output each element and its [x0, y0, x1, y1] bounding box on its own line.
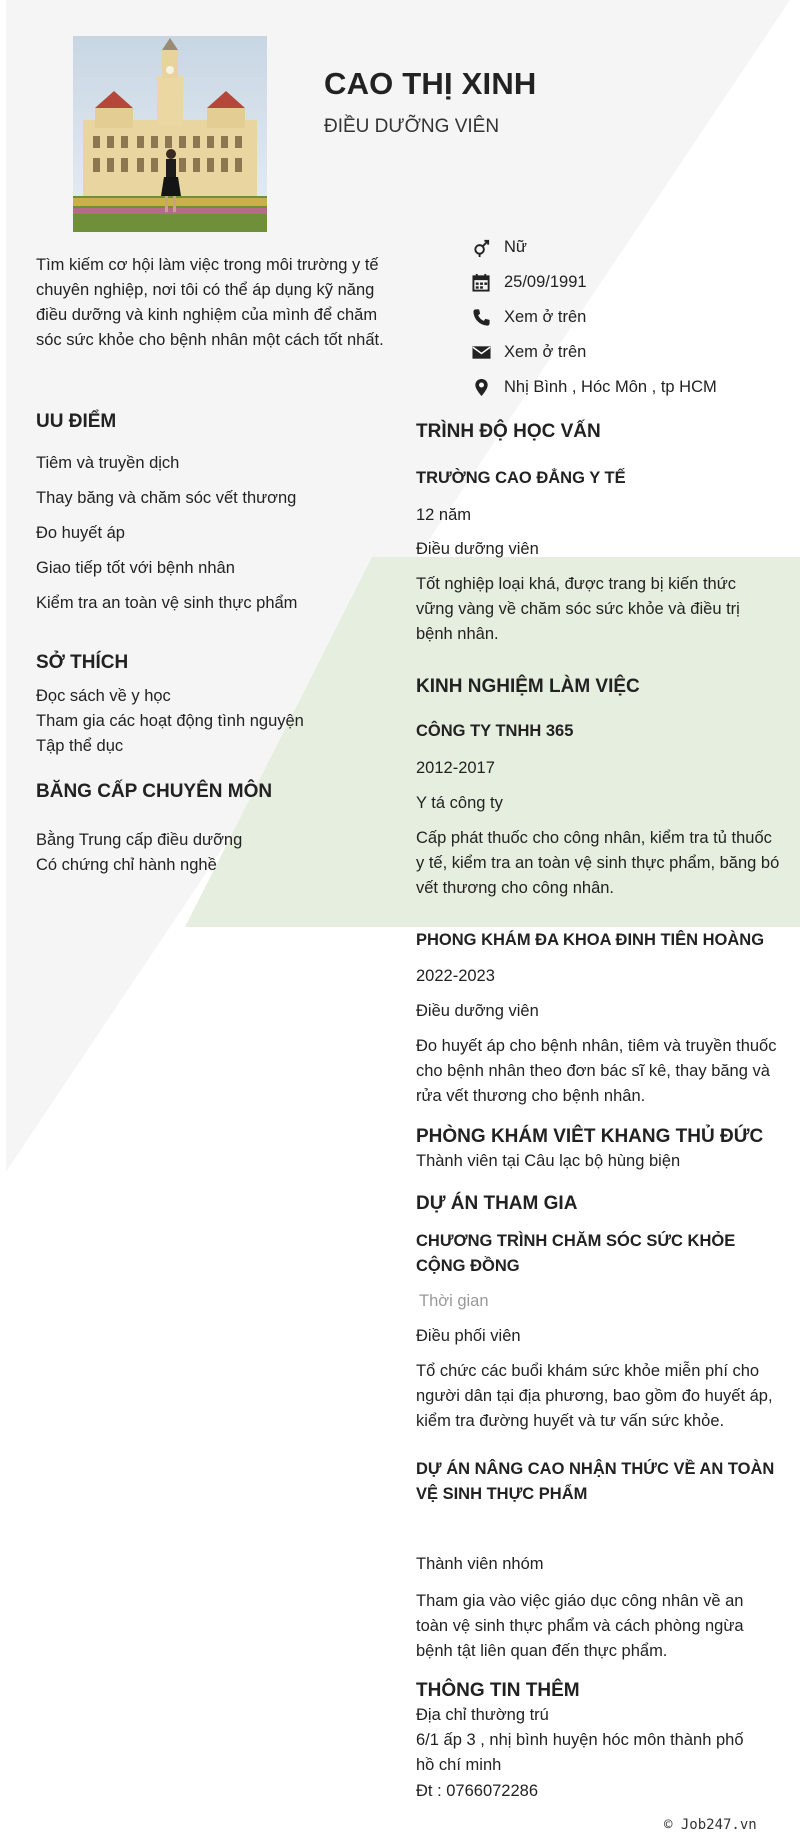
job-company: CÔNG TY TNHH 365: [416, 722, 574, 740]
permanent-address: 6/1 ấp 3 , nhị bình huyện hóc môn thành phố hồ chí minh: [416, 1731, 744, 1774]
education-title: TRÌNH ĐỘ HỌC VẤN: [416, 421, 601, 442]
list-item: Bằng Trung cấp điều dưỡng: [36, 831, 243, 849]
list-item: Đo huyết áp: [36, 524, 125, 542]
projects-title: DỰ ÁN THAM GIA: [416, 1193, 578, 1214]
portrait-photo-icon: [73, 36, 267, 232]
job-position: ĐIỀU DƯỠNG VIÊN: [324, 116, 500, 137]
list-item: Tiêm và truyền dịch: [36, 454, 180, 472]
candidate-name: CAO THỊ XINH: [324, 66, 537, 101]
strengths-list: [36, 451, 396, 626]
additional-title: THÔNG TIN THÊM: [416, 1680, 580, 1701]
project-role: Điều phối viên: [416, 1327, 521, 1345]
strengths-title: UU ĐIỂM: [36, 411, 117, 432]
project-description: Tham gia vào việc giáo dục công nhân về an toàn vệ sinh thực phẩm và cách phòng ngừa bệnh tật liên quan đến thực phẩm.: [416, 1592, 744, 1660]
phone-icon: [472, 308, 500, 327]
education-major: Điều dưỡng viên: [416, 540, 539, 558]
contact-address: [472, 370, 782, 405]
list-item: Thay băng và chăm sóc vết thương: [36, 489, 297, 507]
list-item: Giao tiếp tốt với bệnh nhân: [36, 559, 235, 577]
education-description: Tốt nghiệp loại khá, được trang bị kiến thức vững vàng về chăm sóc sức khỏe và điều trị bệnh nhân.: [416, 575, 740, 643]
list-item: Tham gia các hoạt động tình nguyện: [36, 712, 304, 730]
job-description: Đo huyết áp cho bệnh nhân, tiêm và truyền thuốc cho bệnh nhân theo đơn bác sĩ kê, thay băng và rửa vết thương cho bệnh nhân.: [416, 1037, 777, 1105]
certificates-list: [36, 828, 396, 878]
list-item: Có chứng chỉ hành nghề: [36, 856, 217, 874]
profile-photo: [73, 36, 267, 232]
project-role: Thành viên nhóm: [416, 1555, 544, 1573]
contact-gender: [472, 230, 782, 265]
job-period: 2022-2023: [416, 967, 495, 985]
clinic-title: PHÒNG KHÁM VIÊT KHANG THỦ ĐỨC: [416, 1126, 764, 1147]
gender-icon: [472, 238, 500, 257]
phone-value: Xem ở trên: [504, 308, 587, 326]
experience-title: KINH NGHIỆM LÀM VIỆC: [416, 676, 640, 697]
school-name: TRƯỜNG CAO ĐẲNG Y TẾ: [416, 469, 626, 487]
job-description: Cấp phát thuốc cho công nhân, kiểm tra tủ thuốc y tế, kiểm tra an toàn vệ sinh thực phẩm, băng bó vết thương cho công nhân.: [416, 829, 780, 897]
hobbies-title: SỞ THÍCH: [36, 652, 129, 673]
dob-value: 25/09/1991: [504, 273, 587, 291]
location-pin-icon: [472, 378, 500, 397]
list-item: Kiểm tra an toàn vệ sinh thực phẩm: [36, 594, 298, 612]
list-item: Đọc sách về y học: [36, 687, 171, 705]
job-company: PHONG KHÁM ĐA KHOA ĐINH TIÊN HOÀNG: [416, 931, 765, 949]
project-description: Tổ chức các buổi khám sức khỏe miễn phí cho người dân tại địa phương, bao gồm đo huyết áp, kiểm tra đường huyết và tư vấn sức khỏe.: [416, 1362, 773, 1430]
project-name: CHƯƠNG TRÌNH CHĂM SÓC SỨC KHỎE CỘNG ĐỒNG: [416, 1232, 736, 1275]
hobbies-list: [36, 684, 396, 759]
job-role: Điều dưỡng viên: [416, 1002, 539, 1020]
address-value: Nhị Bình , Hóc Môn , tp HCM: [504, 378, 717, 396]
project-name: DỰ ÁN NÂNG CAO NHẬN THỨC VỀ AN TOÀN VỆ SINH THỰC PHẨM: [416, 1460, 775, 1503]
project-time: Thời gian: [419, 1292, 489, 1310]
phone-number: Đt : 0766072286: [416, 1782, 539, 1800]
job-period: 2012-2017: [416, 759, 495, 777]
contact-phone: [472, 300, 782, 335]
certificates-title: BĂNG CẤP CHUYÊN MÔN: [36, 781, 273, 802]
job-role: Y tá công ty: [416, 794, 503, 812]
career-objective: Tìm kiếm cơ hội làm việc trong môi trường y tế chuyên nghiệp, nơi tôi có thể áp dụng kỹ năng điều dưỡng và kinh nghiệm của mình để chăm sóc sức khỏe cho bệnh nhân một cách tốt nhất.: [36, 256, 384, 349]
gender-value: Nữ: [504, 238, 527, 256]
contact-dob: [472, 265, 782, 300]
email-icon: [472, 343, 500, 362]
email-value: Xem ở trên: [504, 343, 587, 361]
education-duration: 12 năm: [416, 506, 472, 524]
calendar-icon: [472, 273, 500, 292]
clinic-text: Thành viên tại Câu lạc bộ hùng biện: [416, 1152, 681, 1170]
additional-line: Địa chỉ thường trú: [416, 1706, 549, 1724]
contact-email: [472, 335, 782, 370]
list-item: Tập thể dục: [36, 737, 124, 755]
footer-watermark: © Job247.vn: [664, 1817, 757, 1833]
contact-info: [472, 230, 782, 405]
